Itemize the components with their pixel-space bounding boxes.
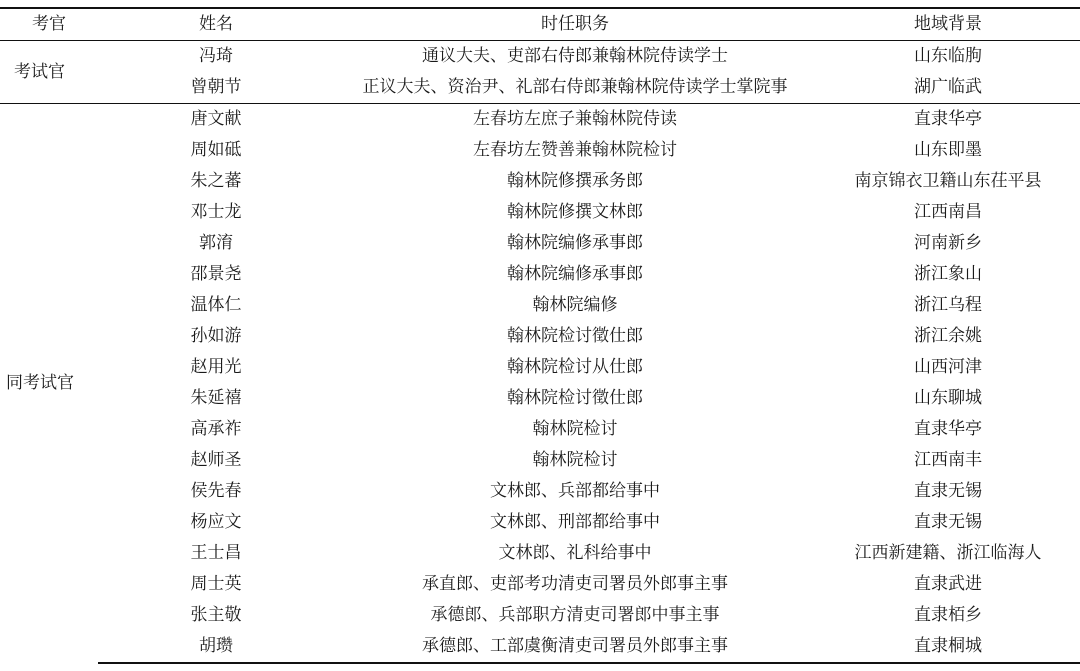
position-cell: 翰林院编修承事郎: [507, 264, 643, 284]
examiner-name-cell: 侯先春: [190, 481, 242, 501]
origin-cell: 直隶无锡: [914, 512, 982, 532]
table-row: [0, 290, 1080, 321]
table-row: [0, 104, 1080, 136]
origin-cell: 河南新乡: [914, 233, 982, 253]
position-cell: 左春坊左赞善兼翰林院检讨: [473, 140, 677, 160]
table-row: [0, 569, 1080, 600]
table-row: [0, 72, 1080, 104]
table-row: [0, 41, 1080, 73]
origin-cell: 江西新建籍、浙江临海人: [854, 543, 1042, 563]
position-cell: 通议大夫、吏部右侍郎兼翰林院侍读学士: [334, 41, 816, 73]
origin-cell: 浙江象山: [914, 264, 982, 284]
examiner-name-cell: 周士英: [190, 574, 242, 594]
origin-cell: 直隶武进: [914, 574, 982, 594]
origin-cell: 山东即墨: [914, 140, 982, 160]
position-cell: 翰林院编修承事郎: [507, 233, 643, 253]
origin-cell: 浙江余姚: [914, 326, 982, 346]
origin-cell: 直隶桐城: [816, 631, 1080, 663]
origin-cell: 直隶华亭: [816, 104, 1080, 136]
table-row: [0, 166, 1080, 197]
examiner-name-cell: 赵师圣: [190, 450, 242, 470]
examiner-name-cell: 邓士龙: [190, 202, 242, 222]
examiner-group-label: 同考试官: [0, 104, 98, 664]
examiner-name-cell: 唐文献: [98, 104, 334, 136]
examiner-name-cell: 周如砥: [190, 140, 242, 160]
position-cell: 文林郎、刑部都给事中: [490, 512, 660, 532]
position-cell: 翰林院修撰承务郎: [507, 171, 643, 191]
table-row: [0, 352, 1080, 383]
table-row: [0, 445, 1080, 476]
examiner-name-cell: 胡瓒: [98, 631, 334, 663]
position-cell: 翰林院检讨徵仕郎: [507, 388, 643, 408]
origin-cell: 山东聊城: [914, 388, 982, 408]
examiner-name-cell: 朱之蕃: [190, 171, 242, 191]
examiner-name-cell: 孙如游: [190, 326, 242, 346]
examiner-name-cell: 张主敬: [190, 605, 242, 625]
origin-cell: 南京锦衣卫籍山东茌平县: [854, 171, 1042, 191]
position-cell: 正议大夫、资治尹、礼部右侍郎兼翰林院侍读学士掌院事: [362, 77, 788, 97]
table-header: [0, 8, 1080, 41]
origin-cell: 直隶无锡: [914, 481, 982, 501]
header-name: 姓名: [98, 8, 334, 41]
table-row: [0, 259, 1080, 290]
position-cell: 翰林院检讨徵仕郎: [507, 326, 643, 346]
origin-cell: 江西南昌: [914, 202, 982, 222]
examiner-name-cell: 王士昌: [190, 543, 242, 563]
examiner-group-label: 考试官: [0, 41, 98, 104]
table-row: [0, 507, 1080, 538]
origin-cell: 浙江乌程: [914, 295, 982, 315]
examiner-name-cell: 高承祚: [190, 419, 242, 439]
examiner-name-cell: 赵用光: [190, 357, 242, 377]
position-cell: 翰林院修撰文林郎: [507, 202, 643, 222]
position-cell: 承德郎、兵部职方清吏司署郎中事主事: [430, 605, 720, 625]
table-row: [0, 383, 1080, 414]
table-row: [0, 414, 1080, 445]
header-origin: 地域背景: [816, 8, 1080, 41]
origin-cell: 山西河津: [914, 357, 982, 377]
examiner-name-cell: 邵景尧: [190, 264, 242, 284]
header-row: [0, 8, 1080, 41]
position-cell: 左春坊左庶子兼翰林院侍读: [334, 104, 816, 136]
table-row: [0, 538, 1080, 569]
origin-cell: 直隶栢乡: [914, 605, 982, 625]
examiner-name-cell: 杨应文: [190, 512, 242, 532]
position-cell: 文林郎、兵部都给事中: [490, 481, 660, 501]
position-cell: 文林郎、礼科给事中: [498, 543, 652, 563]
position-cell: 翰林院检讨: [532, 419, 618, 439]
header-examiner-role: 考官: [0, 8, 98, 41]
examiner-name-cell: 郭淯: [199, 233, 233, 253]
position-cell: 承直郎、吏部考功清吏司署员外郎事主事: [422, 574, 728, 594]
header-position: 时任职务: [334, 8, 816, 41]
position-cell: 翰林院编修: [532, 295, 618, 315]
examiner-name-cell: 冯琦: [98, 41, 334, 73]
examiner-name-cell: 朱延禧: [190, 388, 242, 408]
table-row: [0, 228, 1080, 259]
examiner-name-cell: 温体仁: [190, 295, 242, 315]
origin-cell: 江西南丰: [914, 450, 982, 470]
examiner-name-cell: 曾朝节: [190, 77, 242, 97]
table-row: [0, 476, 1080, 507]
origin-cell: 湖广临武: [914, 77, 982, 97]
table-row: [0, 135, 1080, 166]
position-cell: 翰林院检讨: [532, 450, 618, 470]
origin-cell: 直隶华亭: [914, 419, 982, 439]
table-row: [0, 197, 1080, 228]
table-row: [0, 321, 1080, 352]
position-cell: 承德郎、工部虞衡清吏司署员外郎事主事: [334, 631, 816, 663]
table-row: [0, 600, 1080, 631]
position-cell: 翰林院检讨从仕郎: [507, 357, 643, 377]
origin-cell: 山东临朐: [816, 41, 1080, 73]
table-body: [0, 41, 1080, 664]
table-row: [0, 631, 1080, 663]
examiner-table: [0, 7, 1080, 664]
